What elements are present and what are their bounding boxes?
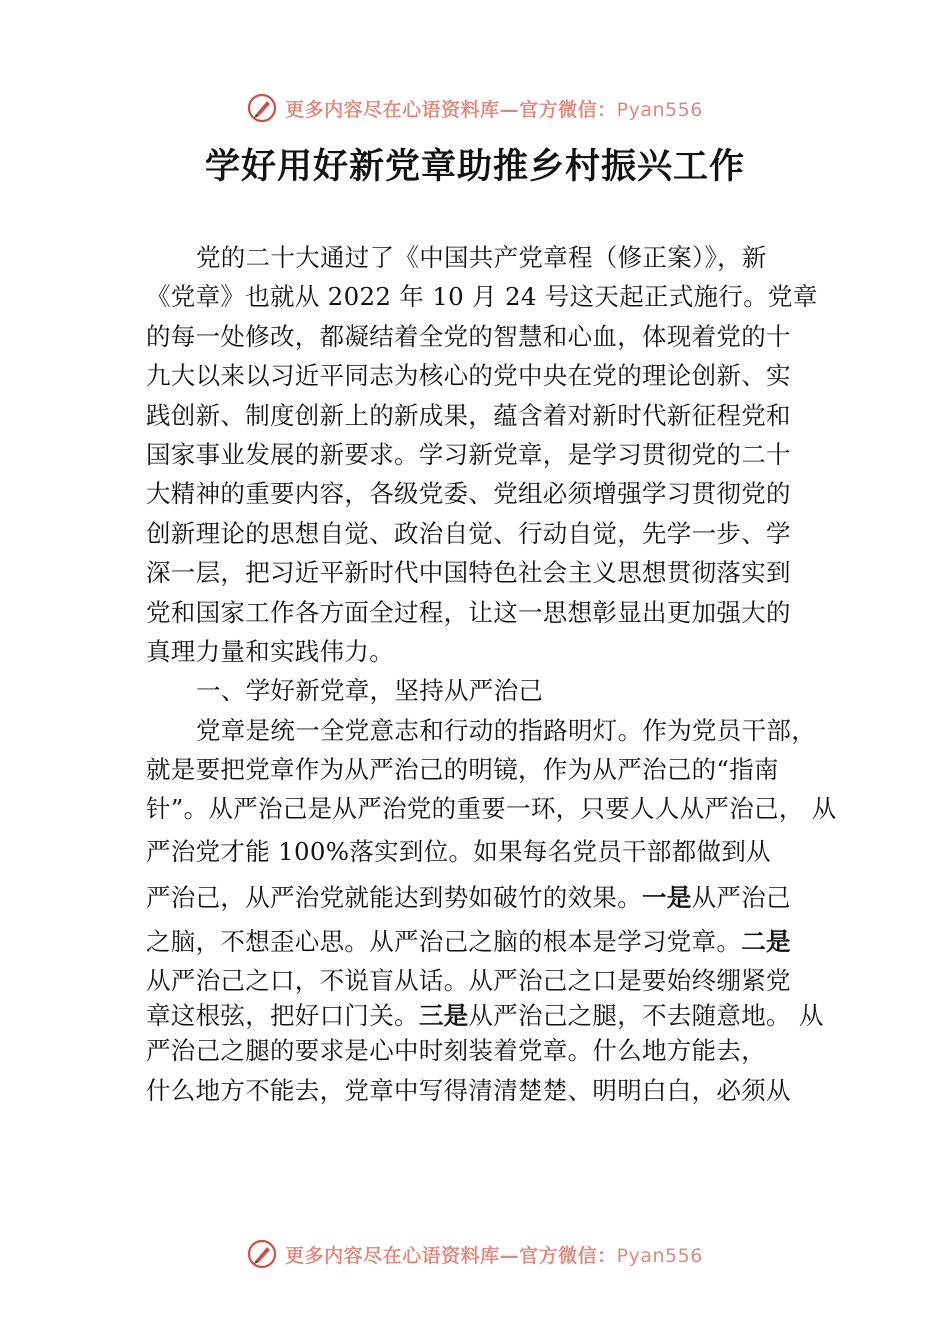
paragraph-line: 严治己之腿的要求是心中时刻装着党章。什么地方能去， bbox=[146, 1035, 766, 1065]
section-heading: 一、学好新党章，坚持从严治己 bbox=[196, 676, 544, 706]
paragraph-line: 就是要把党章作为从严治己的明镜，作为从严治己的“指南 bbox=[146, 755, 779, 785]
paragraph-line: 从严治己之口，不说盲从话。从严治己之口是要始终绷紧党 bbox=[146, 965, 791, 995]
bold-marker: 三是 bbox=[418, 1000, 469, 1030]
footer-banner bbox=[0, 1234, 950, 1274]
bold-marker: 一是 bbox=[642, 882, 692, 912]
paragraph-line: 真理力量和实践伟力。 bbox=[146, 636, 394, 666]
paragraph-line: 严治己，从严治党就能达到势如破竹的效果。一是从严治己 bbox=[146, 882, 791, 912]
paragraph-line: 之脑，不想歪心思。从严治己之脑的根本是学习党章。二是 bbox=[146, 926, 791, 956]
paragraph-line: 什么地方不能去，党章中写得清清楚楚、明明白白，必须从 bbox=[146, 1075, 791, 1105]
paragraph-line: 党和国家工作各方面全过程，让这一思想彰显出更加强大的 bbox=[146, 597, 791, 627]
wechat-id: Pyan556 bbox=[616, 98, 703, 121]
wechat-id: Pyan556 bbox=[616, 1244, 703, 1267]
paragraph-line: 章这根弦，把好口门关。三是从严治己之腿，不去随意地。 从 bbox=[146, 1000, 824, 1030]
paragraph-line: 深一层，把习近平新时代中国特色社会主义思想贯彻落实到 bbox=[146, 558, 791, 588]
header-banner bbox=[0, 88, 950, 128]
paragraph-line: 针”。从严治己是从严治党的重要一环，只要人人从严治己， 从 bbox=[146, 794, 837, 824]
paragraph-line: 国家事业发展的新要求。学习新党章，是学习贯彻党的二十 bbox=[146, 439, 791, 469]
paragraph-line: 党的二十大通过了《中国共产党章程（修正案）》，新 bbox=[196, 243, 767, 272]
pen-logo-icon bbox=[247, 1239, 277, 1269]
paragraph-line: 党章是统一全党意志和行动的指路明灯。作为党员干部， bbox=[196, 715, 816, 745]
paragraph-line: 大精神的重要内容，各级党委、党组必须增强学习贯彻党的 bbox=[146, 479, 791, 509]
banner-text: 更多内容尽在心语资料库—官方微信：Pyan556 bbox=[285, 98, 703, 121]
document-title: 学好用好新党章助推乡村振兴工作 bbox=[204, 146, 745, 187]
document-body bbox=[146, 238, 837, 1113]
paragraph-line: 践创新、制度创新上的新成果，蕴含着对新时代新征程党和 bbox=[146, 400, 791, 430]
bold-marker: 二是 bbox=[741, 926, 791, 956]
paragraph-line: 九大以来以习近平同志为核心的党中央在党的理论创新、实 bbox=[146, 361, 791, 391]
pen-logo-icon bbox=[247, 93, 277, 123]
banner-text: 更多内容尽在心语资料库—官方微信：Pyan556 bbox=[285, 1244, 703, 1267]
paragraph-line: 的每一处修改，都凝结着全党的智慧和心血，体现着党的十 bbox=[146, 321, 791, 351]
paragraph-line: 创新理论的思想自觉、政治自觉、行动自觉，先学一步、学 bbox=[146, 518, 791, 548]
paragraph-line: 严治党才能 100%落实到位。如果每名党员干部都做到从 bbox=[146, 836, 771, 866]
paragraph-line: 《党章》也就从 2022 年 10 月 24 号这天起正式施行。党章 bbox=[146, 282, 818, 312]
